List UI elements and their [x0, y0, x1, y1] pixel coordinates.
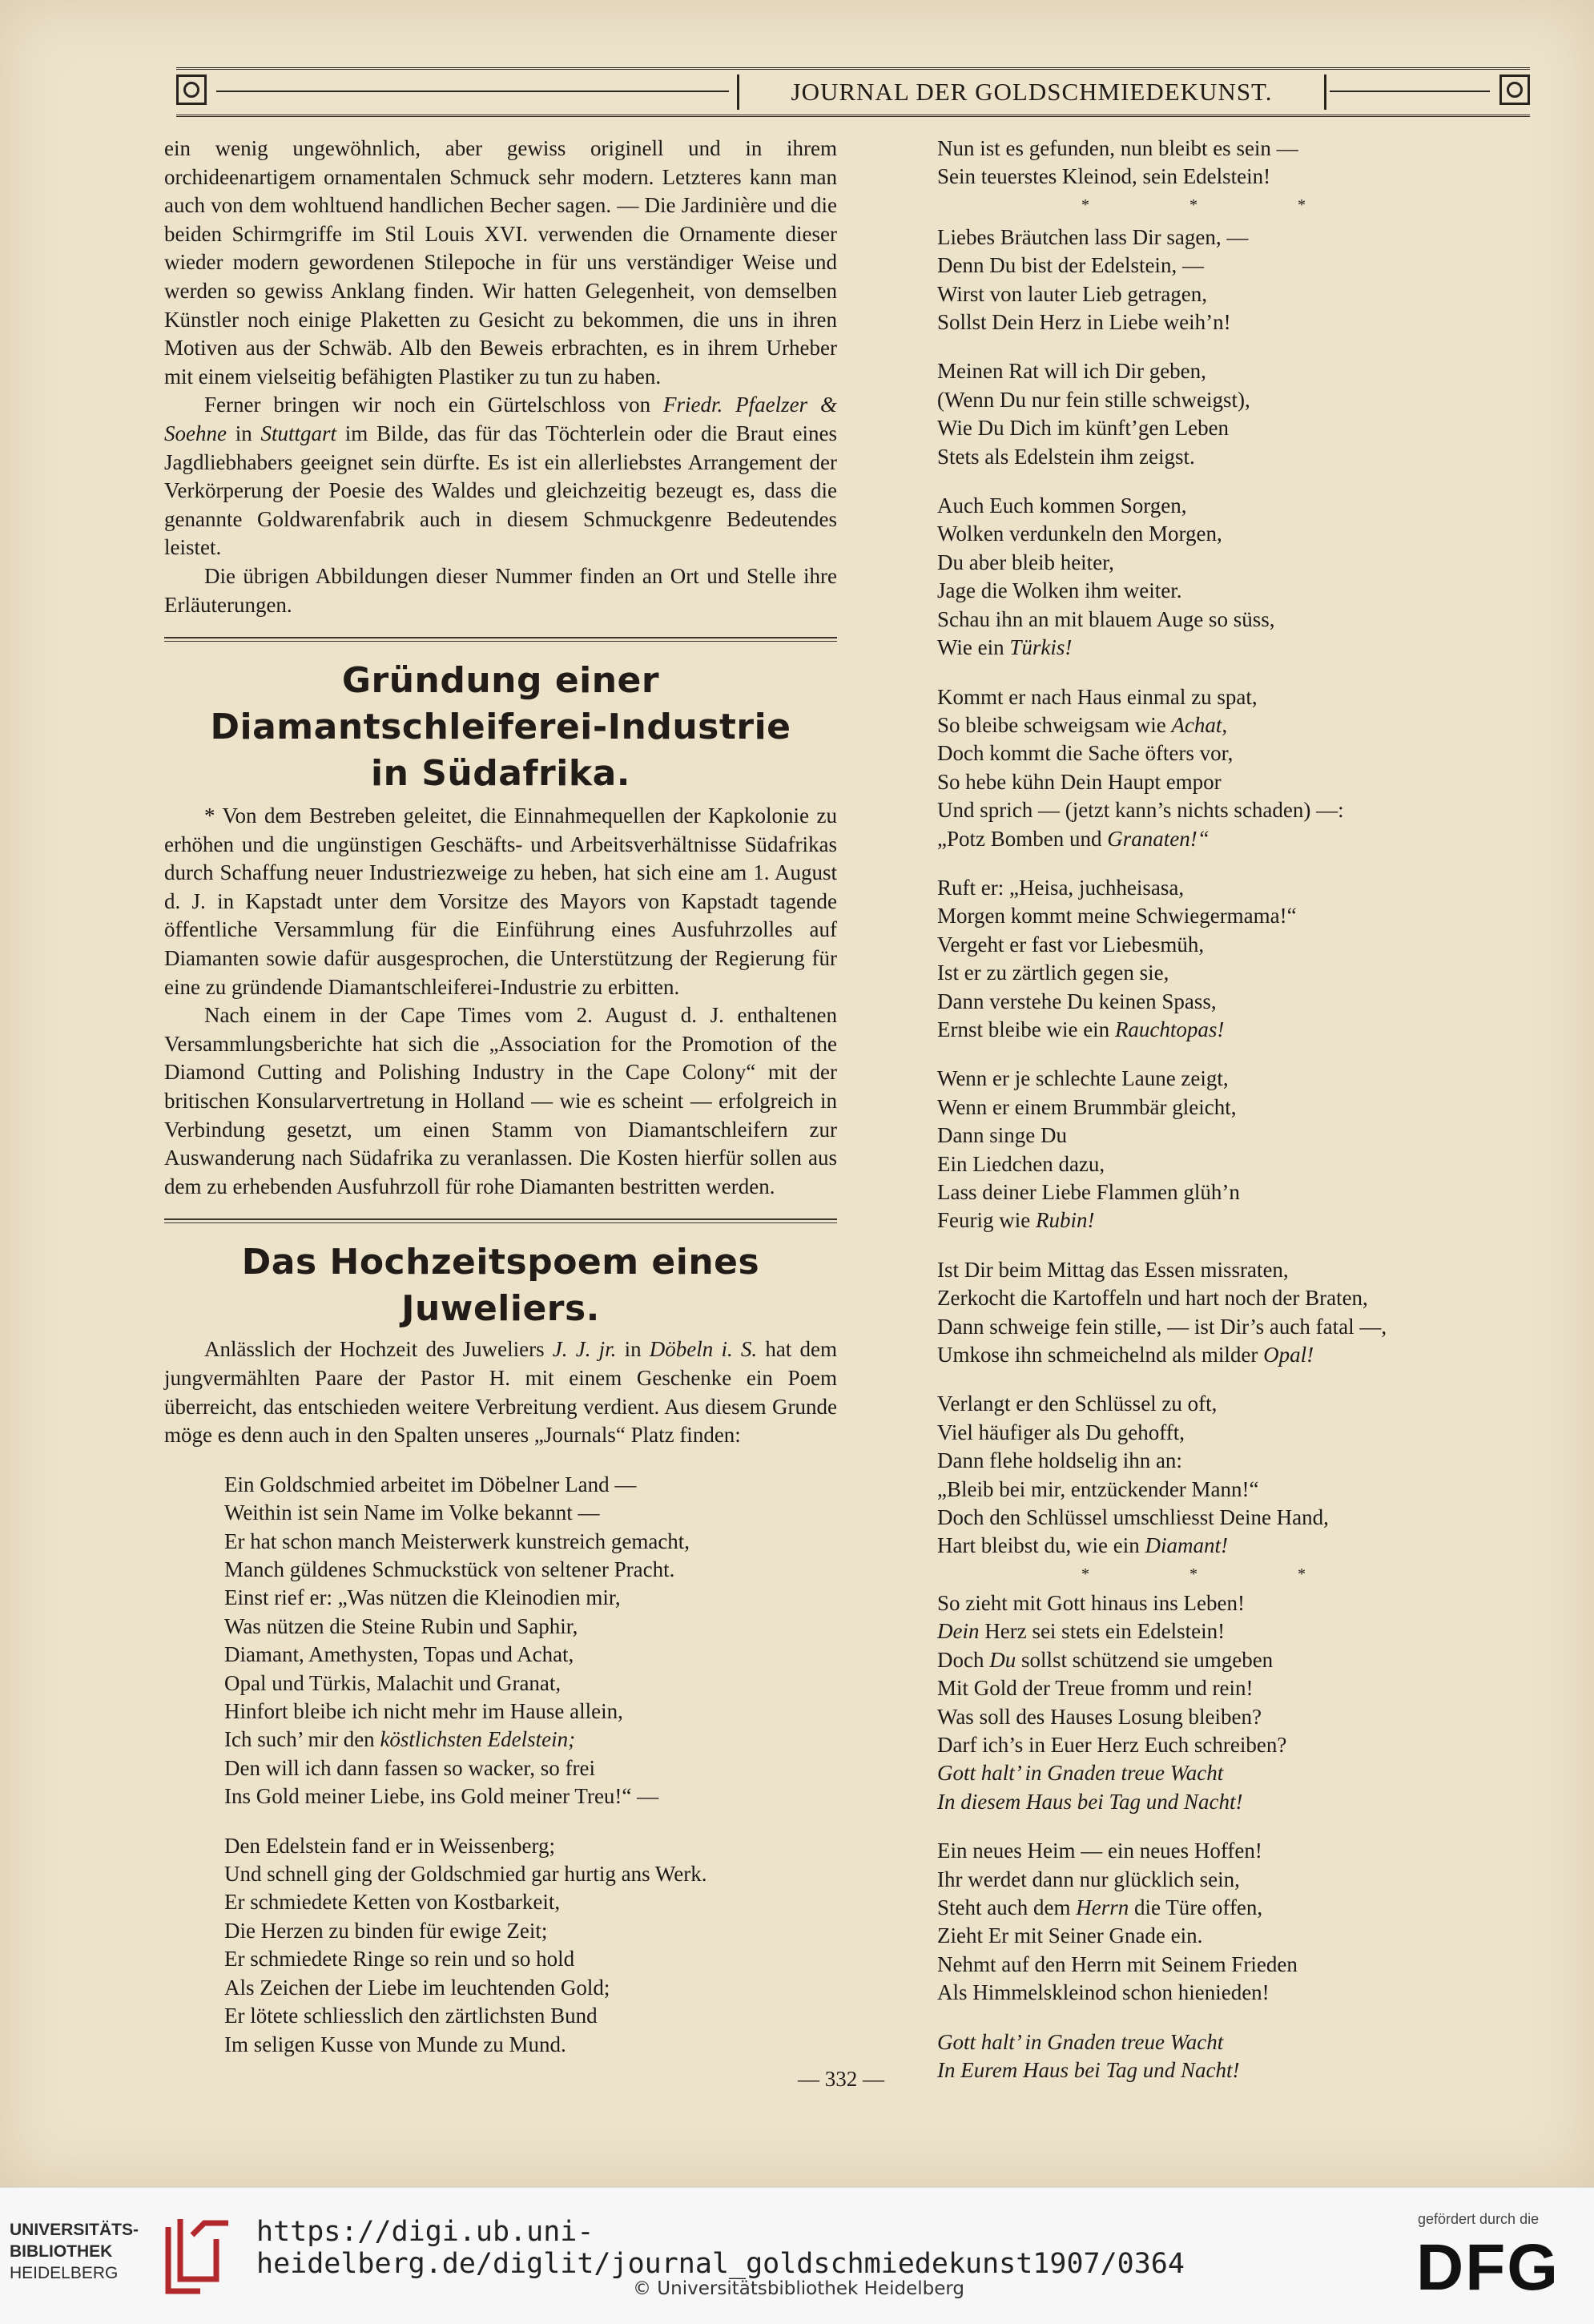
poem-line: „Bleib bei mir, entzückender Mann!“	[937, 1476, 1259, 1501]
ornament-right-icon	[1499, 75, 1530, 105]
poem-line: Wirst von lauter Lieb getragen,	[937, 281, 1208, 306]
poem-line: Liebes Bräutchen lass Dir sagen, —	[937, 224, 1249, 249]
poem-line: So zieht mit Gott hinaus ins Leben!	[937, 1590, 1245, 1615]
poem-line: So bleibe schweigsam wie Achat,	[937, 712, 1228, 737]
poem-line: (Wenn Du nur fein stille schweigst),	[937, 387, 1250, 412]
copyright-notice: © Universitätsbibliothek Heidelberg	[633, 2278, 965, 2299]
poem-stanza-found	[937, 135, 1522, 191]
intro-paragraph-2: Ferner bringen wir noch ein Gürtelschloss von Friedr. Pfaelzer & Soehne in Stuttgart im Bilde, das für das Töchterlein oder die Braut eines Jagdliebhabers geeignet sein dürfte. Es ist ein allerliebstes Arrangement der Verkörperung der Poesie des Waldes und gleichzeitig bezeugt es, dass die genannte Goldwarenfabrik auch in diesem Schmuckgenre Bedeutendes leistet.	[164, 393, 837, 560]
poem-line: Doch den Schlüssel umschliesst Deine Hand,	[937, 1505, 1329, 1530]
poem-line: Steht auch dem Herrn die Türe offen,	[937, 1895, 1263, 1919]
poem-line: Vergeht er fast vor Liebesmüh,	[937, 932, 1205, 957]
asterism: * * *	[1081, 195, 1354, 214]
poem-line: Kommt er nach Haus einmal zu spat,	[937, 684, 1258, 709]
intro-paragraph-3: Die übrigen Abbildungen dieser Nummer finden an Ort und Stelle ihre Erläuterungen.	[164, 563, 837, 617]
running-header	[176, 67, 1530, 117]
diamond-paragraph-2: Nach einem in der Cape Times vom 2. August d. J. enthaltenen Versammlungsberichte hat sich die „Association for the Promotion of the Diamond Cutting and Polishing Industry in the Cape Colony“ mit der britischen Konsularvertretung in Holland — wie es scheint — erfolgreich in Verbindung gesetzt, um einen Stamm von Diamantschleifern zur Auswanderung nach Südafrika zu veranlassen. Die Kosten hierfür sollen aus dem zu erhebenden Ausfuhrzoll für rohe Diamanten bestritten werden.	[164, 1003, 837, 1198]
poem-line: Ist er zu zärtlich gegen sie,	[937, 961, 1169, 985]
poem-line: Ich such’ mir den köstlichsten Edelstein;	[224, 1727, 576, 1752]
poem-stanza-achat	[937, 683, 1522, 853]
right-column	[913, 135, 1522, 2105]
poem-line: Dann flehe holdselig ihn an:	[937, 1448, 1182, 1473]
library-name[interactable]: UNIVERSITÄTS- BIBLIOTHEK HEIDELBERG	[10, 2221, 139, 2282]
header-rule-right	[1330, 91, 1490, 92]
poem-line: Gott halt’ in Gnaden treue Wacht	[937, 1761, 1224, 1786]
poem-line: Morgen kommt meine Schwiegermama!“	[937, 904, 1297, 928]
poem-line: Nehmt auf den Herrn mit Seinem Frieden	[937, 1951, 1298, 1976]
poem-line: In Eurem Haus bei Tag und Nacht!	[937, 2057, 1240, 2082]
poem-line: Dein Herz sei stets ein Edelstein!	[937, 1619, 1226, 1644]
poem-line: Manch güldenes Schmuckstück von seltener Pracht.	[224, 1557, 675, 1581]
poem-line: Wenn er einem Brummbär gleicht,	[937, 1094, 1237, 1119]
header-rule-left	[216, 91, 729, 92]
journal-title: JOURNAL DER GOLDSCHMIEDEKUNST.	[737, 75, 1326, 110]
poem-stanza-1	[164, 1471, 837, 1811]
poem-line: Lass deiner Liebe Flammen glüh’n	[937, 1180, 1240, 1204]
poem-line: Gott halt’ in Gnaden treue Wacht	[937, 2029, 1224, 2054]
poem-line: Weithin ist sein Name im Volke bekannt —	[224, 1500, 600, 1525]
poem-line: In diesem Haus bei Tag und Nacht!	[937, 1789, 1243, 1814]
section-title-poem: Das Hochzeitspoem eines Juweliers.	[241, 1242, 760, 1330]
poem-line: Viel häufiger als Du gehofft,	[937, 1420, 1185, 1444]
section-title-diamond: Gründung einer Diamantschleiferei-Industrie in Südafrika.	[210, 660, 791, 795]
poem-line: Den will ich dann fassen so wacker, so frei	[224, 1755, 596, 1780]
poem-line: Nun ist es gefunden, nun bleibt es sein —	[937, 136, 1298, 160]
poem-stanza-2	[164, 1832, 837, 2059]
poem-line: Zerkocht die Kartoffeln und hart noch der Braten,	[937, 1286, 1368, 1311]
poem-line: So hebe kühn Dein Haupt empor	[937, 769, 1222, 794]
poem-line: Opal und Türkis, Malachit und Granat,	[224, 1670, 562, 1695]
funder-caption: gefördert durch die	[1418, 2211, 1540, 2227]
asterism: * * *	[1081, 1565, 1354, 1583]
poem-line: Er hat schon manch Meisterwerk kunstreich gemacht,	[224, 1529, 690, 1553]
poem-line: Einst rief er: „Was nützen die Kleinodien mir,	[224, 1585, 621, 1610]
poem-line: Als Zeichen der Liebe im leuchtenden Gold;	[224, 1975, 610, 2000]
ornament-left-icon	[176, 75, 207, 105]
page-number: — 332 —	[798, 2067, 884, 2091]
poem-line: Jage die Wolken ihm weiter.	[937, 578, 1182, 603]
poem-line: Sein teuerstes Kleinod, sein Edelstein!	[937, 164, 1271, 189]
poem-line: Ein neues Heim — ein neues Hoffen!	[937, 1839, 1262, 1863]
poem-line: Doch kommt die Sache öfters vor,	[937, 741, 1234, 766]
poem-line: Wie Du Dich im künft’gen Leben	[937, 416, 1230, 441]
poem-line: Sollst Dein Herz in Liebe weih’n!	[937, 310, 1231, 335]
poem-line: Ernst bleibe wie ein Rauchtopas!	[937, 1017, 1225, 1041]
poem-line: Was soll des Hauses Losung bleiben?	[937, 1704, 1262, 1729]
poem-line: Umkose ihn schmeichelnd als milder Opal!	[937, 1343, 1314, 1367]
poem-stanza-bride	[937, 224, 1522, 337]
poem-line: Ins Gold meiner Liebe, ins Gold meiner Treu!“ —	[224, 1784, 659, 1809]
poem-line: Denn Du bist der Edelstein, —	[937, 253, 1204, 278]
poem-line: Ist Dir beim Mittag das Essen missraten,	[937, 1257, 1289, 1282]
poem-stanza-turkis	[937, 492, 1522, 662]
poem-line: Er schmiedete Ketten von Kostbarkeit,	[224, 1890, 561, 1915]
poem-line: Dann verstehe Du keinen Spass,	[937, 989, 1217, 1013]
poem-stanza-advice	[937, 357, 1522, 471]
poem-line: Als Himmelskleinod schon hienieden!	[937, 1980, 1270, 2005]
poem-line: Auch Euch kommen Sorgen,	[937, 493, 1187, 518]
section-divider	[164, 637, 837, 642]
poem-intro: Anlässlich der Hochzeit des Juweliers J. J. jr. in Döbeln i. S. hat dem jungvermählten Paare der Pastor H. mit einem Geschenke ein Poem überreicht, das entschieden weitere Verbreitung verdient. Aus diesem Grunde möge es denn auch in den Spalten unseres „Journals“ Platz finden:	[164, 1337, 837, 1448]
poem-line: „Potz Bomben und Granaten!“	[937, 826, 1210, 851]
poem-line: Zieht Er mit Seiner Gnade ein.	[937, 1923, 1203, 1948]
library-logo-icon	[152, 2211, 232, 2299]
poem-line: Die Herzen zu binden für ewige Zeit;	[224, 1918, 548, 1943]
poem-line: Schau ihn an mit blauem Auge so süss,	[937, 606, 1275, 631]
poem-line: Ein Liedchen dazu,	[937, 1151, 1105, 1176]
poem-line: Du aber bleib heiter,	[937, 550, 1114, 574]
left-column	[164, 135, 837, 2059]
poem-line: Und sprich — (jetzt kann’s nichts schaden) —:	[937, 798, 1344, 823]
poem-stanza-closing	[937, 2028, 1522, 2085]
intro-paragraph-1: ein wenig ungewöhnlich, aber gewiss originell und in ihrem orchideenartigem ornamentalen Schmuck sehr modern. Letzteres kann man auch von dem wohltuend handlichen Becher sagen. — Die Jardinière und die beiden Schirmgriffe im Stil Louis XVI. verwenden die Ornamente dieser wieder modern gewordenen Stilepoche in für uns verständiger Weise und werden so gewiss Anklang finden. Wir hatten Gelegenheit, von demselben Künstler noch einige Plaketten zu Gesicht zu bekommen, die uns in ihren Motiven aus der Schwäb. Alb den Beweis erbrachten, es in ihrem Urheber mit einem vielseitig befähigten Plastiker zu tun zu haben.	[164, 136, 837, 389]
poem-line: Ein Goldschmied arbeitet im Döbelner Land —	[224, 1472, 637, 1496]
poem-line: Doch Du sollst schützend sie umgeben	[937, 1647, 1274, 1672]
permalink-url[interactable]: https://digi.ub.uni-heidelberg.de/diglit/journal_goldschmiedekunst1907/0364	[256, 2216, 1185, 2280]
poem-stanza-blessing	[937, 1589, 1522, 1816]
poem-line: Diamant, Amethysten, Topas und Achat,	[224, 1642, 574, 1667]
dfg-logo[interactable]: DFG	[1416, 2231, 1560, 2304]
poem-line: Im seligen Kusse von Munde zu Mund.	[224, 2032, 566, 2056]
poem-line: Wolken verdunkeln den Morgen,	[937, 522, 1222, 546]
poem-line: Darf ich’s in Euer Herz Euch schreiben?	[937, 1732, 1287, 1757]
poem-line: Und schnell ging der Goldschmied gar hurtig ans Werk.	[224, 1862, 707, 1887]
poem-line: Mit Gold der Treue fromm und rein!	[937, 1676, 1254, 1701]
poem-line: Den Edelstein fand er in Weissenberg;	[224, 1833, 555, 1858]
poem-stanza-rauchtopas	[937, 874, 1522, 1044]
poem-line: Stets als Edelstein ihm zeigst.	[937, 444, 1195, 469]
poem-stanza-home	[937, 1837, 1522, 2007]
diamond-paragraph-1: * Von dem Bestreben geleitet, die Einnahmequellen der Kapkolonie zu erhöhen und die ungünstigen Geschäfts- und Arbeitsverhältnisse Südafrikas durch Schaffung neuer Industriezweige zu heben, hat sich eine am 1. August d. J. in Kapstadt unter dem Vorsitze des Mayors von Kapstadt tagende öffentliche Versammlung für die Einführung eines Ausfuhrzolles auf Diamanten sowie dafür ausgesprochen, die Unterstützung der Regierung für eine zu gründende Diamantschleiferei-Industrie zu erbitten.	[164, 804, 837, 999]
poem-line: Dann schweige fein stille, — ist Dir’s auch fatal —,	[937, 1314, 1387, 1339]
poem-line: Ihr werdet dann nur glücklich sein,	[937, 1867, 1240, 1891]
poem-stanza-diamant	[937, 1390, 1522, 1560]
poem-stanza-opal	[937, 1256, 1522, 1370]
poem-line: Meinen Rat will ich Dir geben,	[937, 359, 1206, 384]
poem-line: Hart bleibst du, wie ein Diamant!	[937, 1533, 1228, 1558]
poem-line: Er lötete schliesslich den zärtlichsten Bund	[224, 2004, 598, 2028]
poem-line: Wenn er je schlechte Laune zeigt,	[937, 1066, 1229, 1091]
poem-line: Dann singe Du	[937, 1123, 1067, 1148]
poem-stanza-rubin	[937, 1065, 1522, 1234]
poem-line: Hinfort bleibe ich nicht mehr im Hause allein,	[224, 1699, 623, 1724]
poem-line: Ruft er: „Heisa, juchheisasa,	[937, 875, 1185, 900]
poem-line: Wie ein Türkis!	[937, 635, 1073, 660]
section-divider	[164, 1218, 837, 1223]
poem-line: Verlangt er den Schlüssel zu oft,	[937, 1392, 1218, 1416]
poem-line: Er schmiedete Ringe so rein und so hold	[224, 1947, 575, 1972]
poem-line: Was nützen die Steine Rubin und Saphir,	[224, 1613, 578, 1638]
poem-line: Feurig wie Rubin!	[937, 1208, 1095, 1233]
